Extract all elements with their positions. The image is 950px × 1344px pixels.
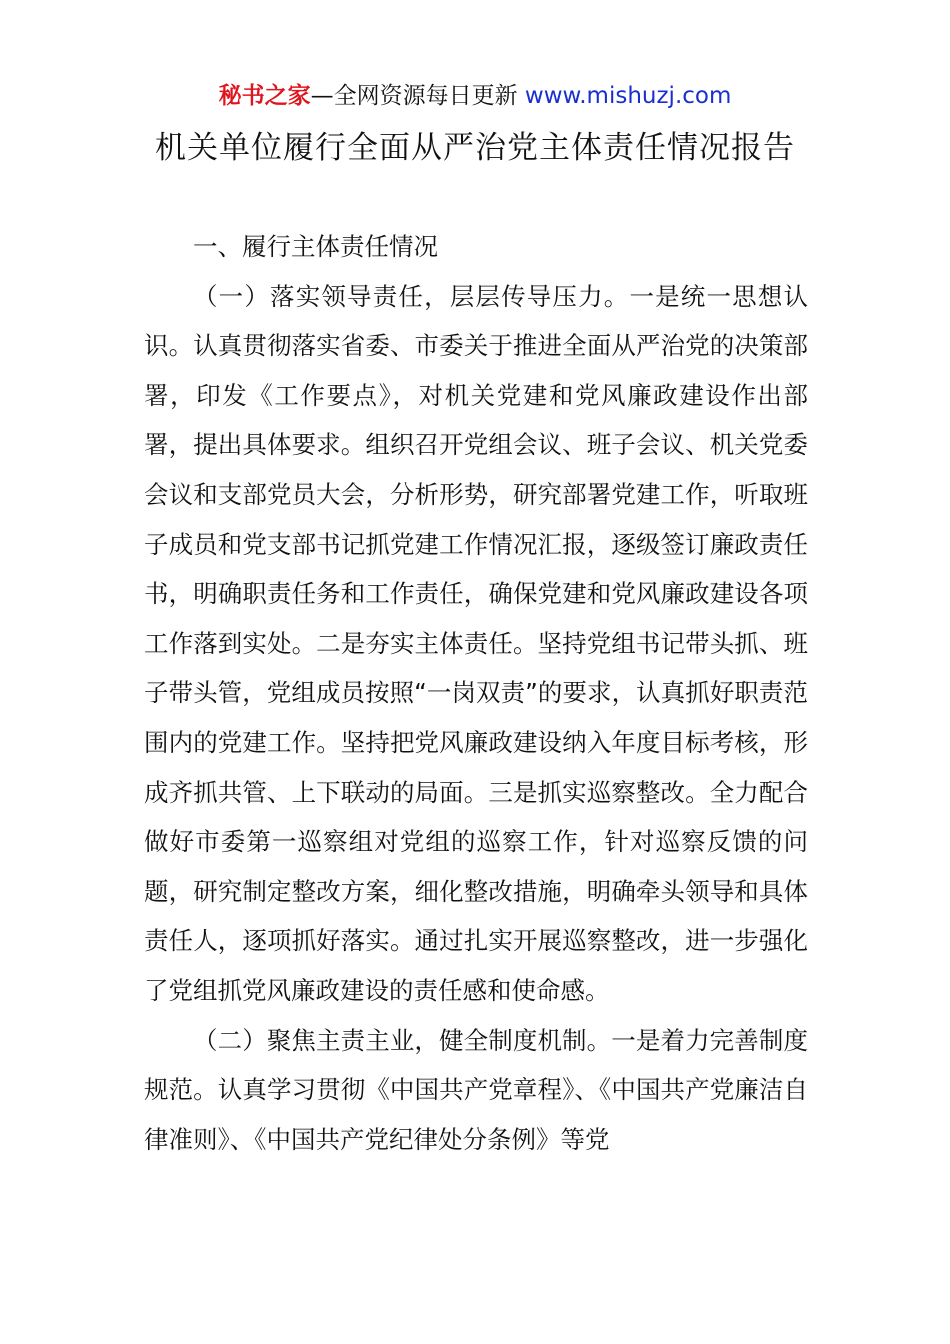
section-heading: 一、履行主体责任情况 <box>193 232 438 261</box>
document-title: 机关单位履行全面从严治党主体责任情况报告 <box>155 130 795 166</box>
body-paragraph: （一）落实领导责任，层层传导压力。一是统一思想认识。认真贯彻落实省委、市委关于推进全面从严治党的决策部署，印发《工作要点》，对机关党建和党风廉政建设作出部署，提出具体要求。组织召开党组会议、班子会议、机关党委会议和支部党员大会，分析形势，研究部署党建工作，听取班子成员和党支部书记抓党建工作情况汇报，逐级签订廉政责任书，明确职责任务和工作责任，确保党建和党风廉政建设各项工作落到实处。二是夯实主体责任。坚持党组书记带头抓、班子带头管，党组成员按照“一岗双责”的要求，认真抓好职责范围内的党建工作。坚持把党风廉政建设纳入年度目标考核，形成齐抓共管、上下联动的局面。三是抓实巡察整改。全力配合做好市委第一巡察组对党组的巡察工作，针对巡察反馈的问题，研究制定整改方案，细化整改措施，明确牵头领导和具体责任人，逐项抓好落实。通过扎实开展巡察整改，进一步强化了党组抓党风廉政建设的责任感和使命感。 <box>144 281 808 1005</box>
site-tagline: —全网资源每日更新 <box>310 83 525 109</box>
site-header <box>0 80 950 112</box>
site-brand: 秘书之家 <box>218 83 311 109</box>
site-url-link[interactable]: www.mishuzj.com <box>524 83 732 109</box>
document-body <box>144 222 808 1164</box>
body-paragraph: （二）聚焦主责主业，健全制度机制。一是着力完善制度规范。认真学习贯彻《中国共产党章程》、《中国共产党廉洁自律准则》、《中国共产党纪律处分条例》等党 <box>144 1025 808 1154</box>
